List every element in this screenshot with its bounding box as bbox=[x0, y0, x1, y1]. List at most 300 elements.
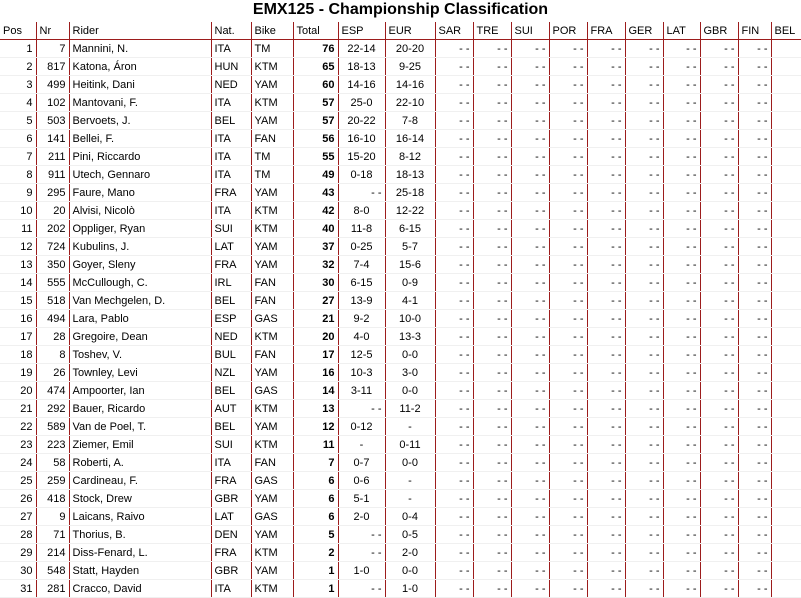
table-cell: - bbox=[385, 472, 435, 490]
table-cell: SUI bbox=[211, 220, 251, 238]
table-cell: - - bbox=[738, 310, 771, 328]
table-cell: - - bbox=[511, 436, 549, 454]
table-cell: - - bbox=[625, 418, 663, 436]
table-cell: 42 bbox=[293, 202, 338, 220]
table-cell: - - bbox=[663, 346, 700, 364]
table-cell: 20 bbox=[0, 382, 36, 400]
table-cell: - - bbox=[435, 526, 473, 544]
table-cell: - - bbox=[549, 490, 587, 508]
table-cell: 15-6 bbox=[385, 256, 435, 274]
table-cell: - - bbox=[738, 526, 771, 544]
table-row bbox=[0, 202, 801, 220]
table-cell: - - bbox=[549, 508, 587, 526]
table-cell: 19 bbox=[0, 364, 36, 382]
table-cell: - - bbox=[435, 148, 473, 166]
table-cell: 1-0 bbox=[338, 562, 385, 580]
table-cell: Townley, Levi bbox=[69, 364, 211, 382]
table-cell: - - bbox=[738, 274, 771, 292]
table-cell: - - bbox=[587, 580, 625, 598]
table-cell: - - bbox=[587, 238, 625, 256]
table-cell: - - bbox=[587, 130, 625, 148]
table-cell: 1 bbox=[0, 40, 36, 58]
table-row bbox=[0, 436, 801, 454]
table-cell: HUN bbox=[211, 58, 251, 76]
table-cell: - - bbox=[473, 310, 511, 328]
table-row bbox=[0, 562, 801, 580]
table-cell: - - bbox=[435, 346, 473, 364]
column-header: SUI bbox=[511, 22, 549, 40]
table-cell: - - bbox=[738, 112, 771, 130]
table-cell: - - bbox=[700, 274, 738, 292]
table-cell: - - bbox=[549, 148, 587, 166]
table-cell: 20-20 bbox=[385, 40, 435, 58]
table-cell: - - bbox=[473, 508, 511, 526]
table-cell: - - bbox=[700, 166, 738, 184]
table-cell bbox=[771, 328, 801, 346]
table-cell: - - bbox=[625, 94, 663, 112]
table-cell: 8-0 bbox=[338, 202, 385, 220]
table-cell: - - bbox=[587, 562, 625, 580]
table-cell: Mannini, N. bbox=[69, 40, 211, 58]
table-cell: - - bbox=[587, 256, 625, 274]
table-cell bbox=[771, 238, 801, 256]
table-cell: 499 bbox=[36, 76, 69, 94]
table-cell: - - bbox=[738, 238, 771, 256]
table-cell bbox=[771, 526, 801, 544]
table-cell: 55 bbox=[293, 148, 338, 166]
table-cell: 13 bbox=[293, 400, 338, 418]
table-cell: - - bbox=[625, 382, 663, 400]
table-cell: - - bbox=[625, 220, 663, 238]
table-cell: - - bbox=[587, 58, 625, 76]
table-cell: - - bbox=[435, 256, 473, 274]
table-cell: - - bbox=[700, 382, 738, 400]
table-cell: - - bbox=[625, 310, 663, 328]
table-cell bbox=[771, 562, 801, 580]
table-cell: 28 bbox=[0, 526, 36, 544]
table-cell: 16-14 bbox=[385, 130, 435, 148]
table-cell: - - bbox=[663, 184, 700, 202]
table-cell: - - bbox=[700, 202, 738, 220]
table-cell: 292 bbox=[36, 400, 69, 418]
table-row bbox=[0, 526, 801, 544]
table-cell: - - bbox=[625, 58, 663, 76]
table-cell: 5-1 bbox=[338, 490, 385, 508]
table-row bbox=[0, 184, 801, 202]
table-cell: - - bbox=[587, 202, 625, 220]
column-header: GBR bbox=[700, 22, 738, 40]
table-cell: - - bbox=[663, 220, 700, 238]
table-cell: 58 bbox=[36, 454, 69, 472]
table-row bbox=[0, 382, 801, 400]
table-row bbox=[0, 544, 801, 562]
table-cell: GAS bbox=[251, 382, 293, 400]
table-cell: 2 bbox=[293, 544, 338, 562]
table-cell: - - bbox=[663, 418, 700, 436]
table-cell: BEL bbox=[211, 418, 251, 436]
table-cell: - - bbox=[587, 166, 625, 184]
table-cell: - - bbox=[549, 166, 587, 184]
table-cell: - - bbox=[663, 58, 700, 76]
table-cell: 26 bbox=[0, 490, 36, 508]
table-cell: 0-9 bbox=[385, 274, 435, 292]
table-cell: - - bbox=[511, 256, 549, 274]
table-cell: - - bbox=[435, 202, 473, 220]
table-cell: - - bbox=[511, 184, 549, 202]
table-cell: - - bbox=[473, 562, 511, 580]
table-cell: 4-0 bbox=[338, 328, 385, 346]
table-cell: - - bbox=[625, 76, 663, 94]
table-cell: - - bbox=[587, 220, 625, 238]
table-cell: 418 bbox=[36, 490, 69, 508]
table-cell: 22 bbox=[0, 418, 36, 436]
table-cell: 5-7 bbox=[385, 238, 435, 256]
table-cell: - - bbox=[700, 184, 738, 202]
table-cell: KTM bbox=[251, 58, 293, 76]
table-cell: Oppliger, Ryan bbox=[69, 220, 211, 238]
table-cell: 211 bbox=[36, 148, 69, 166]
table-cell: - - bbox=[587, 112, 625, 130]
table-cell: - - bbox=[625, 256, 663, 274]
table-cell: Statt, Hayden bbox=[69, 562, 211, 580]
table-cell bbox=[771, 40, 801, 58]
table-cell: - - bbox=[700, 256, 738, 274]
table-cell: Heitink, Dani bbox=[69, 76, 211, 94]
table-cell: 2-0 bbox=[338, 508, 385, 526]
table-cell bbox=[771, 148, 801, 166]
table-cell: - - bbox=[473, 328, 511, 346]
table-cell: - - bbox=[511, 202, 549, 220]
table-cell: 23 bbox=[0, 436, 36, 454]
table-cell: - - bbox=[435, 562, 473, 580]
table-cell: ITA bbox=[211, 202, 251, 220]
table-cell: - - bbox=[587, 490, 625, 508]
table-cell: Toshev, V. bbox=[69, 346, 211, 364]
table-cell: Kubulins, J. bbox=[69, 238, 211, 256]
table-cell: 14 bbox=[0, 274, 36, 292]
table-cell bbox=[771, 310, 801, 328]
table-cell: - - bbox=[700, 76, 738, 94]
table-cell: 26 bbox=[36, 364, 69, 382]
table-row bbox=[0, 292, 801, 310]
table-cell: - - bbox=[511, 76, 549, 94]
table-cell: - - bbox=[625, 580, 663, 598]
table-cell: 11 bbox=[293, 436, 338, 454]
table-cell: - - bbox=[473, 76, 511, 94]
header-row bbox=[0, 22, 801, 40]
table-cell bbox=[771, 76, 801, 94]
table-cell: 8 bbox=[0, 166, 36, 184]
table-cell: - - bbox=[511, 58, 549, 76]
table-cell: - - bbox=[663, 526, 700, 544]
table-cell: ITA bbox=[211, 94, 251, 112]
table-cell: - - bbox=[700, 472, 738, 490]
table-cell: - - bbox=[473, 526, 511, 544]
table-cell: - - bbox=[625, 544, 663, 562]
table-row bbox=[0, 238, 801, 256]
table-cell: - - bbox=[738, 148, 771, 166]
table-cell: - - bbox=[738, 508, 771, 526]
table-cell: - - bbox=[663, 328, 700, 346]
table-cell: - - bbox=[625, 400, 663, 418]
table-cell: - - bbox=[435, 238, 473, 256]
table-cell: - - bbox=[587, 76, 625, 94]
table-cell: Cracco, David bbox=[69, 580, 211, 598]
table-cell: 0-4 bbox=[385, 508, 435, 526]
table-cell: IRL bbox=[211, 274, 251, 292]
table-cell: - - bbox=[549, 238, 587, 256]
table-cell bbox=[771, 220, 801, 238]
table-cell: - - bbox=[625, 130, 663, 148]
table-cell: - - bbox=[435, 382, 473, 400]
table-cell: - - bbox=[625, 274, 663, 292]
table-cell: - - bbox=[738, 472, 771, 490]
table-cell: 14 bbox=[293, 382, 338, 400]
column-header: SAR bbox=[435, 22, 473, 40]
table-cell: - - bbox=[738, 364, 771, 382]
table-cell: - - bbox=[549, 256, 587, 274]
table-cell: 25-18 bbox=[385, 184, 435, 202]
table-cell: - - bbox=[473, 436, 511, 454]
table-cell: 65 bbox=[293, 58, 338, 76]
table-cell: - - bbox=[549, 580, 587, 598]
table-cell: 21 bbox=[0, 400, 36, 418]
table-cell: YAM bbox=[251, 238, 293, 256]
table-cell: - - bbox=[549, 112, 587, 130]
table-row bbox=[0, 166, 801, 184]
table-cell: LAT bbox=[211, 508, 251, 526]
table-row bbox=[0, 400, 801, 418]
table-cell bbox=[771, 364, 801, 382]
table-cell: - - bbox=[663, 364, 700, 382]
table-cell: 2-0 bbox=[385, 544, 435, 562]
table-cell: - - bbox=[625, 148, 663, 166]
table-cell: ITA bbox=[211, 166, 251, 184]
table-cell: 14-16 bbox=[338, 76, 385, 94]
table-cell: - - bbox=[473, 202, 511, 220]
table-cell: 6 bbox=[293, 490, 338, 508]
table-cell: 10-3 bbox=[338, 364, 385, 382]
table-cell: BUL bbox=[211, 346, 251, 364]
table-row bbox=[0, 418, 801, 436]
table-cell: 6-15 bbox=[385, 220, 435, 238]
table-cell: - - bbox=[549, 526, 587, 544]
table-cell bbox=[771, 400, 801, 418]
table-cell: BEL bbox=[211, 382, 251, 400]
table-row bbox=[0, 148, 801, 166]
table-cell: - - bbox=[511, 328, 549, 346]
table-cell: YAM bbox=[251, 562, 293, 580]
table-cell: - - bbox=[549, 310, 587, 328]
table-cell: 11-8 bbox=[338, 220, 385, 238]
table-cell: Stock, Drew bbox=[69, 490, 211, 508]
table-cell: 20 bbox=[293, 328, 338, 346]
table-row bbox=[0, 328, 801, 346]
table-cell bbox=[771, 202, 801, 220]
table-row bbox=[0, 310, 801, 328]
table-cell: - - bbox=[435, 400, 473, 418]
table-cell: 18 bbox=[0, 346, 36, 364]
table-row bbox=[0, 220, 801, 238]
column-header: FIN bbox=[738, 22, 771, 40]
table-cell: 15 bbox=[0, 292, 36, 310]
table-cell: - - bbox=[473, 544, 511, 562]
table-cell: Ampoorter, Ian bbox=[69, 382, 211, 400]
table-cell: 22-10 bbox=[385, 94, 435, 112]
table-cell: - - bbox=[738, 346, 771, 364]
table-cell: - - bbox=[338, 544, 385, 562]
table-cell: FAN bbox=[251, 346, 293, 364]
table-cell: 724 bbox=[36, 238, 69, 256]
table-cell: - - bbox=[435, 472, 473, 490]
table-cell: - - bbox=[549, 382, 587, 400]
table-cell: Katona, Áron bbox=[69, 58, 211, 76]
table-cell: DEN bbox=[211, 526, 251, 544]
column-header: POR bbox=[549, 22, 587, 40]
table-cell: - - bbox=[473, 130, 511, 148]
table-cell: - - bbox=[549, 292, 587, 310]
table-row bbox=[0, 346, 801, 364]
table-row bbox=[0, 76, 801, 94]
table-cell: Cardineau, F. bbox=[69, 472, 211, 490]
column-header: EUR bbox=[385, 22, 435, 40]
table-cell: 295 bbox=[36, 184, 69, 202]
table-cell: - - bbox=[549, 94, 587, 112]
table-cell: - - bbox=[511, 382, 549, 400]
table-cell: - - bbox=[663, 166, 700, 184]
table-cell: 214 bbox=[36, 544, 69, 562]
table-cell: - - bbox=[587, 328, 625, 346]
table-cell: 18-13 bbox=[385, 166, 435, 184]
table-cell: 24 bbox=[0, 454, 36, 472]
column-header: TRE bbox=[473, 22, 511, 40]
table-cell: - - bbox=[625, 184, 663, 202]
table-cell bbox=[771, 292, 801, 310]
table-cell bbox=[771, 508, 801, 526]
table-cell: 20 bbox=[36, 202, 69, 220]
table-cell: 223 bbox=[36, 436, 69, 454]
table-cell: 76 bbox=[293, 40, 338, 58]
table-cell: 10-0 bbox=[385, 310, 435, 328]
table-cell: - - bbox=[511, 166, 549, 184]
table-row bbox=[0, 130, 801, 148]
table-cell: - - bbox=[625, 40, 663, 58]
table-cell: LAT bbox=[211, 238, 251, 256]
table-cell: GAS bbox=[251, 472, 293, 490]
table-cell: 141 bbox=[36, 130, 69, 148]
table-cell: - - bbox=[625, 454, 663, 472]
table-cell: Mantovani, F. bbox=[69, 94, 211, 112]
table-cell: 20-22 bbox=[338, 112, 385, 130]
table-row bbox=[0, 256, 801, 274]
table-cell: 14-16 bbox=[385, 76, 435, 94]
page-title: EMX125 - Championship Classification bbox=[252, 1, 549, 18]
table-cell: KTM bbox=[251, 94, 293, 112]
table-cell: - - bbox=[700, 40, 738, 58]
table-cell bbox=[771, 346, 801, 364]
table-cell: - - bbox=[700, 490, 738, 508]
table-cell: 17 bbox=[293, 346, 338, 364]
table-cell: 9 bbox=[36, 508, 69, 526]
table-cell: 8 bbox=[36, 346, 69, 364]
table-cell: GBR bbox=[211, 562, 251, 580]
table-cell: - - bbox=[549, 40, 587, 58]
table-cell: - - bbox=[738, 580, 771, 598]
table-cell: 6 bbox=[293, 508, 338, 526]
table-cell: - - bbox=[587, 526, 625, 544]
table-cell bbox=[771, 544, 801, 562]
table-cell: - - bbox=[738, 166, 771, 184]
table-cell: - - bbox=[663, 274, 700, 292]
table-cell: - - bbox=[700, 454, 738, 472]
table-cell: 5 bbox=[0, 112, 36, 130]
table-cell: Gregoire, Dean bbox=[69, 328, 211, 346]
table-cell: Goyer, Sleny bbox=[69, 256, 211, 274]
table-cell: GAS bbox=[251, 310, 293, 328]
table-cell: - - bbox=[587, 454, 625, 472]
table-cell: 15-20 bbox=[338, 148, 385, 166]
table-cell: - - bbox=[511, 274, 549, 292]
table-cell: 7 bbox=[0, 148, 36, 166]
table-cell: FRA bbox=[211, 544, 251, 562]
table-cell: - - bbox=[625, 562, 663, 580]
table-cell: - - bbox=[738, 202, 771, 220]
table-cell: - - bbox=[738, 418, 771, 436]
table-cell: TM bbox=[251, 148, 293, 166]
table-cell: - - bbox=[511, 346, 549, 364]
table-cell: - - bbox=[549, 436, 587, 454]
table-cell: 518 bbox=[36, 292, 69, 310]
table-cell: 25 bbox=[0, 472, 36, 490]
table-cell: - - bbox=[738, 454, 771, 472]
table-cell bbox=[771, 58, 801, 76]
table-cell: - - bbox=[700, 544, 738, 562]
column-header: FRA bbox=[587, 22, 625, 40]
table-cell: - - bbox=[700, 526, 738, 544]
table-cell: - - bbox=[663, 382, 700, 400]
table-cell: 555 bbox=[36, 274, 69, 292]
table-cell: 474 bbox=[36, 382, 69, 400]
classification-table bbox=[0, 22, 801, 598]
table-cell: FAN bbox=[251, 292, 293, 310]
table-cell: McCullough, C. bbox=[69, 274, 211, 292]
table-cell: - - bbox=[435, 580, 473, 598]
table-cell: 11-2 bbox=[385, 400, 435, 418]
table-cell: 0-5 bbox=[385, 526, 435, 544]
table-cell: 13-9 bbox=[338, 292, 385, 310]
table-cell: - - bbox=[738, 130, 771, 148]
table-cell: 350 bbox=[36, 256, 69, 274]
table-cell: ITA bbox=[211, 454, 251, 472]
table-cell: Thorius, B. bbox=[69, 526, 211, 544]
table-cell: - - bbox=[663, 544, 700, 562]
table-cell: 12 bbox=[293, 418, 338, 436]
table-cell: - - bbox=[625, 328, 663, 346]
table-cell: - - bbox=[473, 256, 511, 274]
table-cell: - - bbox=[549, 274, 587, 292]
table-cell: - - bbox=[663, 310, 700, 328]
column-header: Pos bbox=[0, 22, 36, 40]
table-cell: 281 bbox=[36, 580, 69, 598]
table-cell: - - bbox=[700, 436, 738, 454]
table-cell: - - bbox=[511, 94, 549, 112]
table-cell: BEL bbox=[211, 112, 251, 130]
table-cell: - - bbox=[738, 382, 771, 400]
table-cell: - - bbox=[549, 544, 587, 562]
table-cell: - - bbox=[738, 490, 771, 508]
table-cell: Laicans, Raivo bbox=[69, 508, 211, 526]
table-cell: 0-18 bbox=[338, 166, 385, 184]
